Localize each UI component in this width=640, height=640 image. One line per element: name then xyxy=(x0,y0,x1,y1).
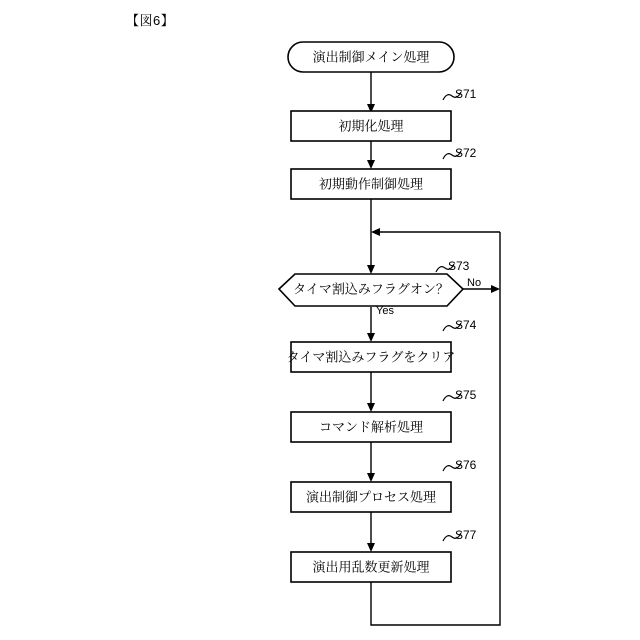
arrowhead-s73-to-s74 xyxy=(367,333,375,342)
arrowhead-s71-to-s72 xyxy=(367,160,375,169)
arrowhead-s76-to-s77 xyxy=(367,543,375,552)
arrowhead-loop-return xyxy=(371,228,380,236)
arrowhead-s73-no xyxy=(491,285,500,293)
node-s72-label: 初期動作制御処理 xyxy=(318,176,424,192)
node-s76[interactable] xyxy=(291,482,451,512)
step-number-s71: S71 xyxy=(455,87,477,102)
node-s77[interactable] xyxy=(291,552,451,582)
step-number-s76: S76 xyxy=(455,458,477,473)
node-s71-label: 初期化処理 xyxy=(338,118,404,134)
node-s74-label: タイマ割込みフラグをクリア xyxy=(286,349,456,365)
node-s75-label: コマンド解析処理 xyxy=(318,419,424,435)
arrowhead-s75-to-s76 xyxy=(367,473,375,482)
step-number-s77: S77 xyxy=(455,528,477,543)
node-s75[interactable] xyxy=(291,412,451,442)
step-number-s75: S75 xyxy=(455,388,477,403)
arrowhead-s72-to-s73 xyxy=(367,265,375,274)
arrowhead-s74-to-s75 xyxy=(367,403,375,412)
node-s73-label: タイマ割込みフラグオン？ xyxy=(293,281,449,297)
node-s76-label: 演出制御プロセス処理 xyxy=(305,489,437,505)
step-number-s74: S74 xyxy=(455,318,477,333)
node-s71[interactable] xyxy=(291,111,451,141)
step-number-s73: S73 xyxy=(448,259,470,274)
node-s77-label: 演出用乱数更新処理 xyxy=(312,559,430,575)
step-number-s72: S72 xyxy=(455,146,477,161)
edge-label-yes: Yes xyxy=(376,304,394,317)
edge-label-no: No xyxy=(467,276,482,289)
node-start-label: 演出制御メイン処理 xyxy=(312,49,430,65)
node-s72[interactable] xyxy=(291,169,451,199)
node-s74[interactable] xyxy=(287,342,456,372)
figure-number-label: 【図6】 xyxy=(126,13,175,28)
node-start[interactable] xyxy=(288,42,454,72)
node-s73[interactable] xyxy=(279,274,463,306)
